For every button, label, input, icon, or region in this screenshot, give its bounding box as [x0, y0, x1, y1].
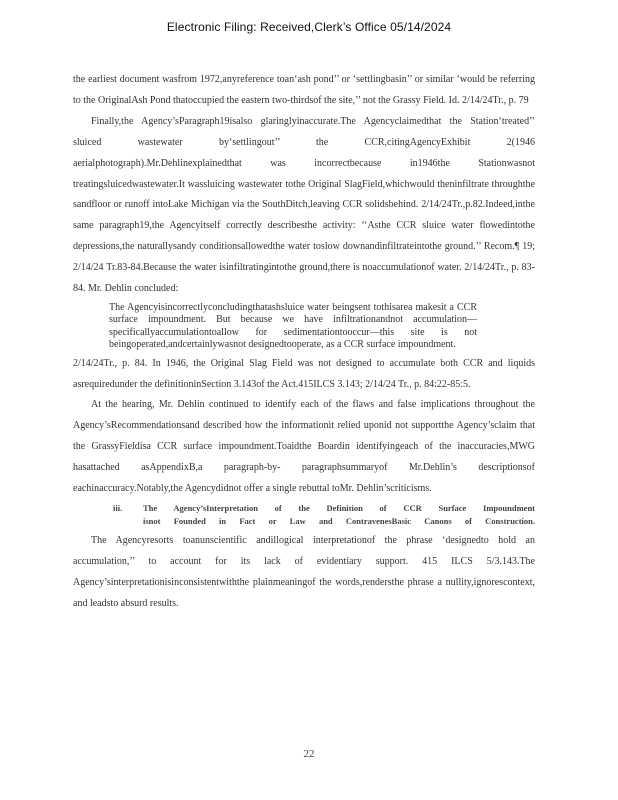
electronic-filing-header: Electronic Filing: Received,Clerk’s Office 05/14/2024	[166, 20, 452, 34]
document-body	[73, 70, 535, 615]
paragraph-agency-paragraph-19: Finally,the Agency’sParagraph19isalso glaringlyinaccurate.The Agencyclaimedthat the Station‘treated’’ sluiced wastewater by‘settlingout’’ the CCR,citingAgencyExhibit 2(1946 aerialphotograph).Mr.Dehlinexplainedthat was incorrectbecause in1946the Stationwasnot treatingsluicedwastewater.It wassluicing wastewater tothe Original SlagField,whichwould theninfiltrate throughthe sandfloor or runoff intoLake Michigan via the SouthDitch,leaving CCR solidsbehind. 2/14/24Tr.,p.82.Indeed,inthe same paragraph19,the Agencyitself correctly describesthe activity: ‘‘Asthe CCR sluice water flowedintothe depressions,the naturallysandy conditionsallowedthe water toslow downandinfiltrateintothe ground.’’ Recom.¶ 19; 2/14/24 Tr.83-84.Because the water isinfiltratingintothe ground,there is noaccumulationof water. 2/14/24Tr., p. 83-84. Mr. Dehlin concluded:	[73, 115, 535, 295]
paragraph-agency-interpretation: The Agencyresorts toanunscientific andillogical interpretationof the phrase ‘designedto hold an accumulation,’’ to account for its lack of evidentiary support. 415 ILCS 5/3.143.The Agency’sinterpretationisinconsistentwiththe plainmeaningof the words,rendersthe phrase a nullity,ignorescontext, and leadsto absurd results.	[73, 534, 535, 609]
section-heading	[113, 502, 535, 528]
section-heading-number: iii.	[113, 502, 123, 513]
block-quote-dehlin: The Agencyisincorrectlyconcludingthatashsluice water beingsent tothisarea makesit a CCR surface impoundment. But because we have infiltrationandnot accumulation—specificallyaccumulationtoallow for sedimentationtooccur—this site is not beingoperated,andcertainlywasnot designedtooperate, as a CCR surface impoundment.	[109, 301, 477, 351]
section-heading-line2: isnot Founded in Fact or Law and ContravenesBasic Canons of Construction.	[143, 515, 535, 526]
paragraph-hearing-flaws: At the hearing, Mr. Dehlin continued to identify each of the flaws and false implications throughout the Agency’sRecommendationsand described how the informationit relied uponid not supportthe Agency’sclaim that the GrassyFieldisa CCR surface impoundment.Toaidthe Boardin identifyingeach of the inaccuracies,MWG hasattached asAppendixB,a paragraph-by- paragraphsummaryof Mr.Dehlin’s descriptionsof eachinaccuracy.Notably,the Agencydidnot offer a single rebuttal toMr. Dehlin’scriticisms.	[73, 399, 535, 495]
page-number: 22	[303, 748, 315, 760]
paragraph-1946-slag-field: 2/14/24Tr., p. 84. In 1946, the Original Slag Field was not designed to accumulate both CCR and liquids asrequiredunder the definitioninSection 3.143of the Act.415ILCS 3.143; 2/14/24 Tr., p. 84:22-85:5.	[73, 357, 535, 390]
section-heading-line1: The Agency’sInterpretation of the Definition of CCR Surface Impoundment	[143, 502, 535, 513]
paragraph-earliest-document: the earliest document wasfrom 1972,anyreference toan‘ash pond’’ or ‘settlingbasin’’ or similar ‘would be referring to the OriginalAsh Pond thatoccupied the eastern two-thirdsof the site,’’ not the Grassy Field. Id. 2/14/24Tr., p. 79	[73, 74, 535, 106]
